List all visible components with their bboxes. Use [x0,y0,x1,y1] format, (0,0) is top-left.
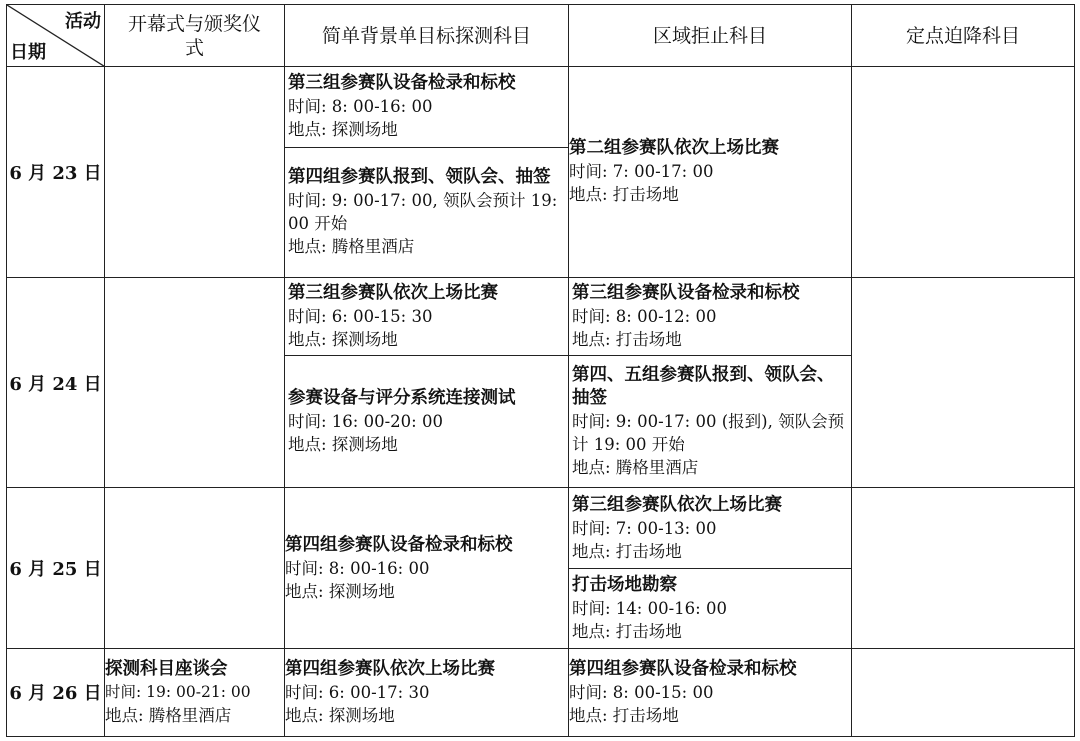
detection-cell [285,277,569,488]
detection-cell [285,67,569,278]
area-denial-cell [569,488,852,648]
event-title: 探测科目座谈会 [105,658,228,679]
landing-cell-empty [852,648,1075,736]
event-time: 时间: 8: 00-16: 00 [288,97,433,117]
event-title: 第四组参赛队设备检录和标校 [285,534,513,555]
event-title: 第三组参赛队设备检录和标校 [572,282,800,303]
event-title: 第三组参赛队依次上场比赛 [572,494,782,515]
event-time: 时间: 8: 00-16: 00 [285,558,430,578]
event-title: 第四、五组参赛队报到、领队会、抽签 [572,365,835,409]
event-place: 地点: 打击场地 [569,705,679,725]
detection-cell [285,648,569,736]
ceremony-cell-empty [105,488,285,648]
event-block [285,147,568,277]
corner-header-cell [7,5,105,67]
header-row [7,5,1075,67]
event-block [569,488,851,568]
event-place: 地点: 探测场地 [288,120,398,140]
date-cell: 6 月 23 日 [7,67,105,278]
event-block [569,568,851,647]
area-denial-cell [569,277,852,488]
area-denial-cell [569,648,852,736]
event-block [569,278,851,356]
event-title: 第四组参赛队报到、领队会、抽签 [288,167,551,188]
event-title: 第三组参赛队设备检录和标校 [288,73,516,94]
event-place: 地点: 探测场地 [288,435,398,455]
event-time: 时间: 8: 00-15: 00 [569,682,714,702]
header-opening-ceremony: 开幕式与颁奖仪式 [105,5,285,67]
event-block [569,356,851,488]
landing-cell-empty [852,277,1075,488]
date-cell: 6 月 25 日 [7,488,105,648]
ceremony-cell [105,648,285,736]
row-jun-25 [7,488,1075,648]
event-time: 时间: 14: 00-16: 00 [572,598,727,618]
event-time: 时间: 6: 00-15: 30 [288,306,433,326]
event-place: 地点: 腾格里酒店 [572,458,699,478]
header-area-denial-subject: 区域拒止科目 [569,5,852,67]
ceremony-cell-empty [105,277,285,488]
ceremony-cell-empty [105,67,285,278]
event-place: 地点: 打击场地 [572,329,682,349]
event-title: 第二组参赛队依次上场比赛 [569,138,779,159]
event-place: 地点: 打击场地 [572,621,682,641]
event-time: 时间: 19: 00-21: 00 [105,682,251,701]
event-title: 第三组参赛队依次上场比赛 [288,282,498,303]
event-block [285,356,568,488]
landing-cell-empty [852,488,1075,648]
event-time: 时间: 9: 00-17: 00 (报到), 领队会预计 19: 00 开始 [572,412,845,455]
area-denial-cell [569,67,852,278]
date-cell: 6 月 26 日 [7,648,105,736]
header-detection-subject: 简单背景单目标探测科目 [285,5,569,67]
date-cell: 6 月 24 日 [7,277,105,488]
event-time: 时间: 16: 00-20: 00 [288,412,443,432]
event-place: 地点: 探测场地 [288,329,398,349]
event-title: 参赛设备与评分系统连接测试 [288,388,516,409]
event-title: 第四组参赛队设备检录和标校 [569,658,797,679]
event-place: 地点: 腾格里酒店 [105,705,232,725]
event-time: 时间: 6: 00-17: 30 [285,682,430,702]
landing-cell-empty [852,67,1075,278]
event-time: 时间: 9: 00-17: 00, 领队会预计 19: 00 开始 [288,191,558,234]
event-title: 第四组参赛队依次上场比赛 [285,658,495,679]
header-landing-subject: 定点迫降科目 [852,5,1075,67]
event-place: 地点: 打击场地 [569,185,679,205]
event-place: 地点: 腾格里酒店 [288,237,415,257]
detection-cell [285,488,569,648]
event-place: 地点: 探测场地 [285,705,395,725]
event-time: 时间: 7: 00-17: 00 [569,162,714,182]
event-place: 地点: 探测场地 [285,581,395,601]
event-block [285,278,568,356]
event-time: 时间: 8: 00-12: 00 [572,306,717,326]
schedule-table [6,4,1075,737]
row-jun-26 [7,648,1075,736]
row-jun-24 [7,277,1075,488]
corner-activity-label: 活动 [65,11,101,32]
corner-date-label: 日期 [10,42,46,64]
row-jun-23 [7,67,1075,278]
event-place: 地点: 打击场地 [572,541,682,561]
event-block [285,67,568,147]
event-time: 时间: 7: 00-13: 00 [572,518,717,538]
event-title: 打击场地勘察 [572,574,677,595]
